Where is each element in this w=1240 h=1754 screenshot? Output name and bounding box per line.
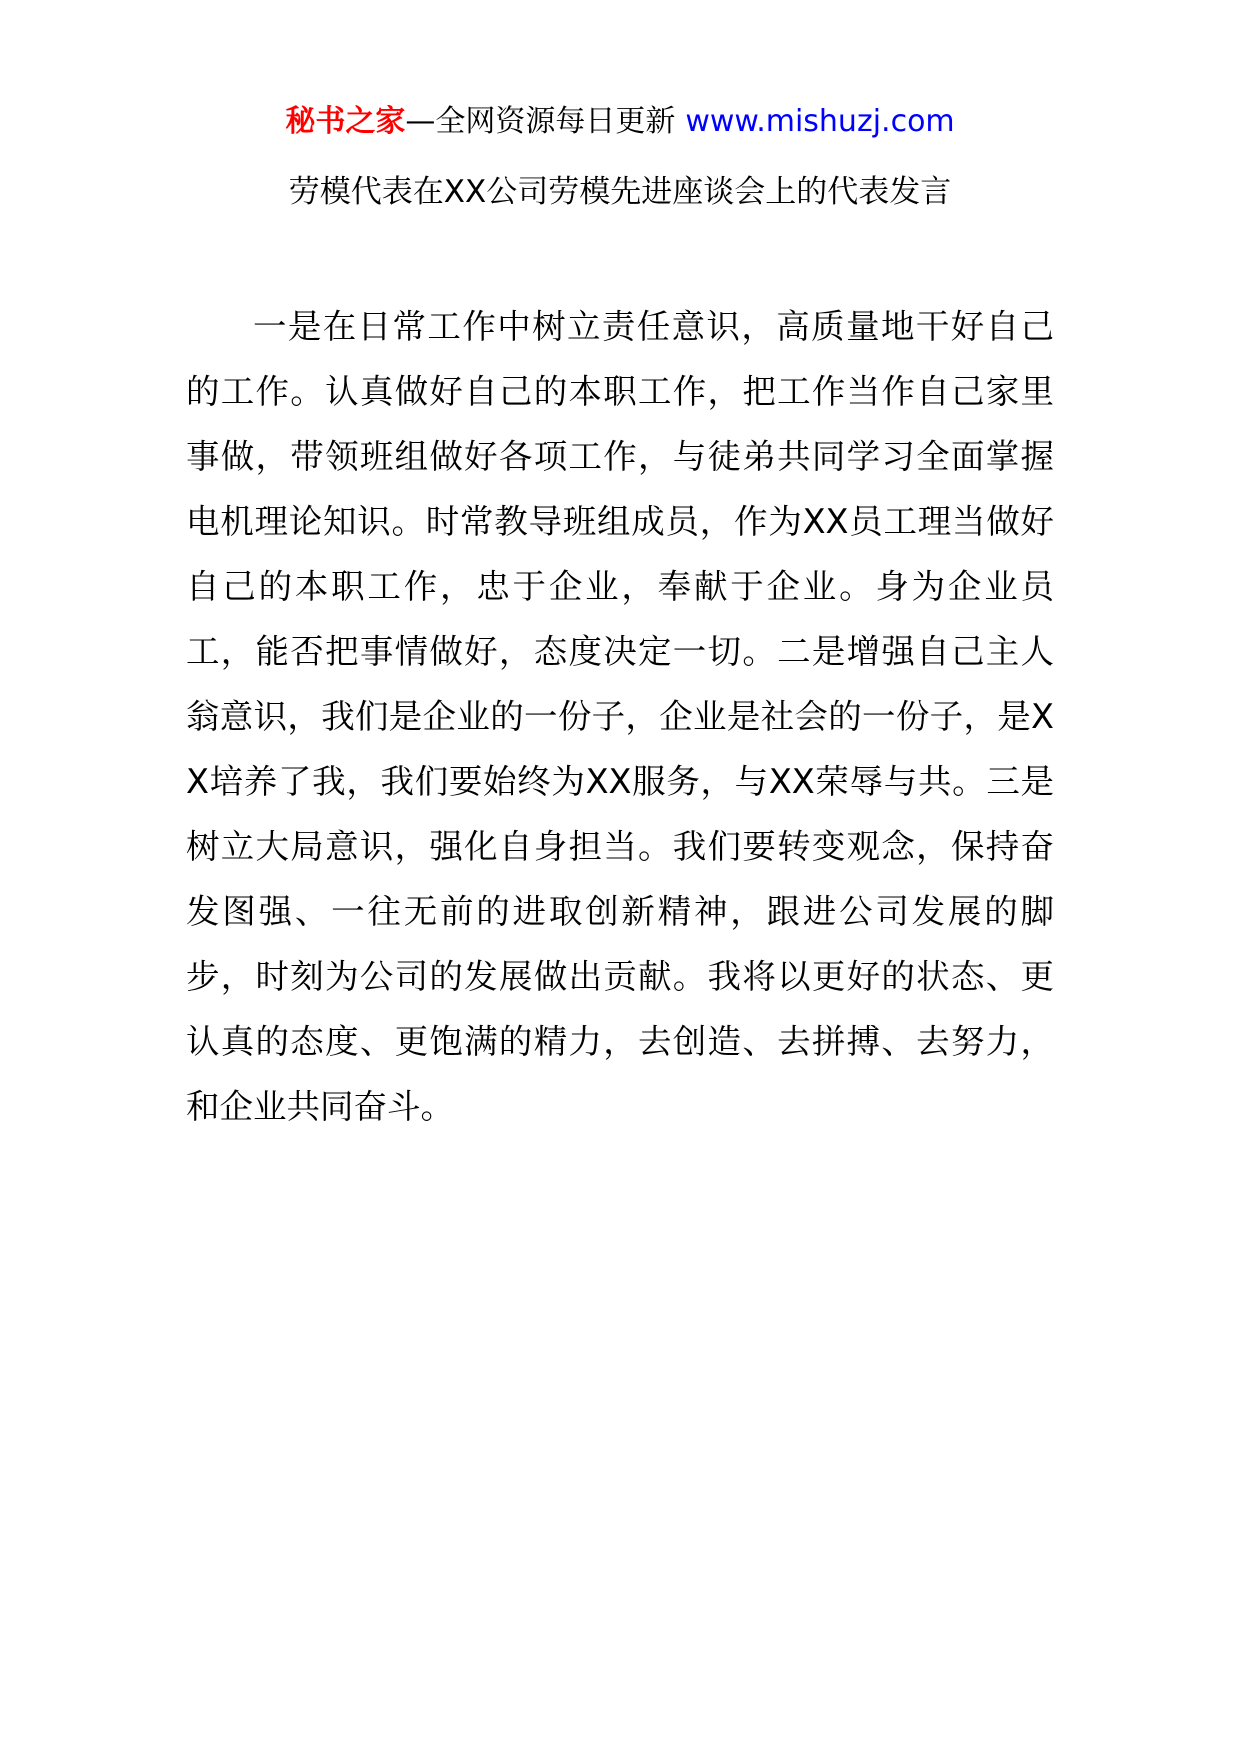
document-body-paragraph: 一是在日常工作中树立责任意识，高质量地干好自己的工作。认真做好自己的本职工作，把工作当作自己家里事做，带领班组做好各项工作，与徒弟共同学习全面掌握电机理论知识。时常教导班组成员，作为XX员工理当做好自己的本职工作，忠于企业，奉献于企业。身为企业员工，能否把事情做好，态度决定一切。二是增强自己主人翁意识，我们是企业的一份子，企业是社会的一份子，是XX培养了我，我们要始终为XX服务，与XX荣辱与共。三是树立大局意识，强化自身担当。我们要转变观念，保持奋发图强、一往无前的进取创新精神，跟进公司发展的脚步，时刻为公司的发展做出贡献。我将以更好的状态、更认真的态度、更饱满的精力，去创造、去拼搏、去努力，和企业共同奋斗。 — [186, 307, 1054, 1126]
site-slogan: —全网资源每日更新 — [405, 104, 676, 139]
site-url-link[interactable]: www.mishuzj.com — [685, 104, 955, 139]
brand-name: 秘书之家 — [285, 104, 406, 139]
document-title: 劳模代表在XX公司劳模先进座谈会上的代表发言 — [288, 174, 952, 210]
site-header — [0, 100, 1240, 144]
